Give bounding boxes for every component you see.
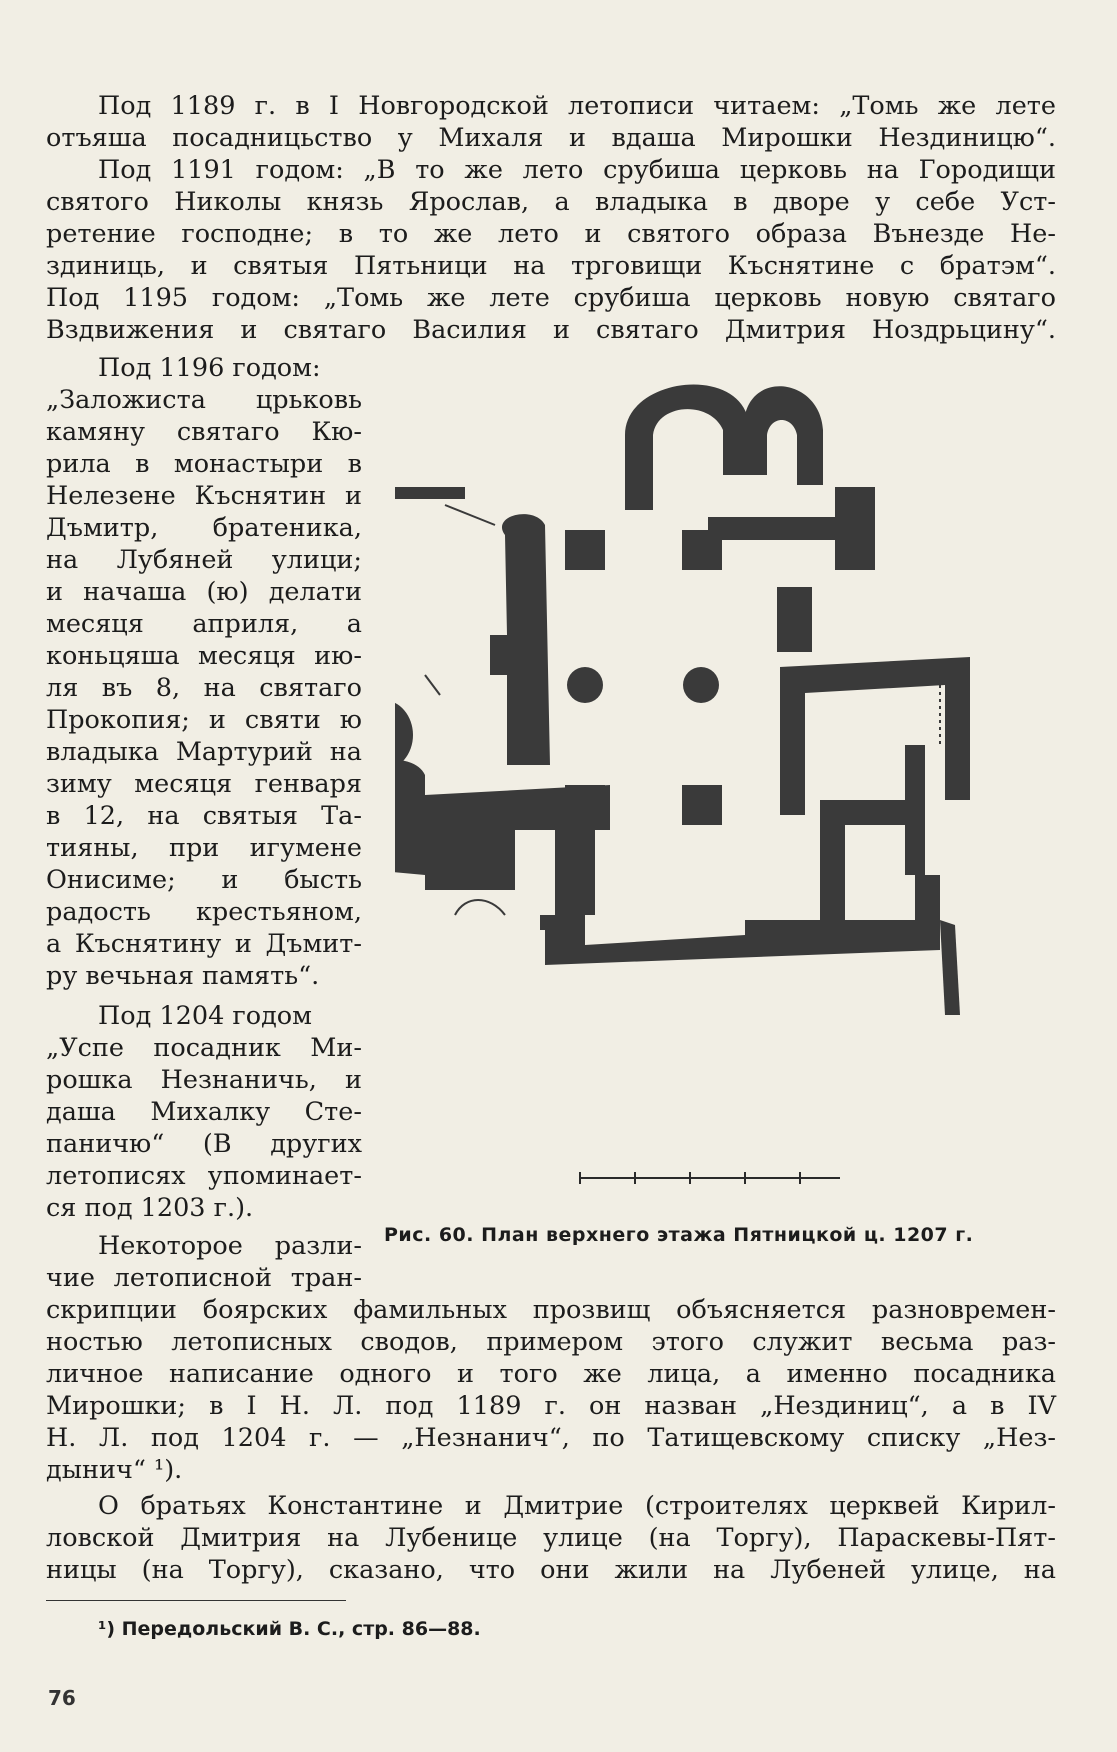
column-line: паничю“ (В других: [46, 1129, 362, 1159]
column-line: рошка Незнаничь, и: [46, 1065, 362, 1095]
column-line: и начаша (ю) делати: [46, 577, 362, 607]
text-line: ностью летописных сводов, примером этого служит весьма раз-: [46, 1327, 1056, 1357]
plan-pier: [682, 785, 722, 825]
plan-pier: [565, 530, 605, 570]
text-line: Под 1189 г. в I Новгородской летописи читаем: „Томь же лете: [98, 91, 1056, 121]
text-line: Под 1191 годом: „В то же лето срубиша церковь на Городищи: [98, 155, 1056, 185]
page-number: 76: [48, 1686, 76, 1710]
text-line: святого Николы князь Ярослав, а владыка в дворе у себе Уст-: [46, 187, 1056, 217]
text-line: ретение господне; в то же лето и святого образа Вънезде Не-: [46, 219, 1056, 249]
text-line: Под 1195 годом: „Томь же лете срубиша церковь новую святаго: [46, 283, 1056, 313]
plan-wall: [490, 514, 550, 765]
text-line: Вздвижения и святаго Василия и святаго Дмитрия Ноздрьцину“.: [46, 315, 1056, 345]
plan-wall: [545, 875, 940, 965]
plan-wall: [780, 657, 970, 815]
plan-line: [455, 900, 505, 915]
column-line: Дъмитр, братеника,: [46, 513, 362, 543]
column-line: ру вечьная память“.: [46, 961, 320, 991]
column-line: владыка Мартурий на: [46, 737, 362, 767]
column-line: Нелезене Къснятин и: [46, 481, 362, 511]
column-line: рила в монастыри в: [46, 449, 362, 479]
column-line: на Лубяней улици;: [46, 545, 362, 575]
figure-caption: Рис. 60. План верхнего этажа Пятницкой ц. 1207 г.: [384, 1224, 974, 1246]
column-line: даша Михалку Сте-: [46, 1097, 362, 1127]
plan-wall: [395, 700, 413, 770]
plan-wall: [820, 800, 915, 920]
text-line: здиниць, и святыя Пятьници на трговищи Къснятине с братэм“.: [46, 251, 1056, 281]
text-line: О братьях Константине и Дмитрие (строителях церквей Кирил-: [98, 1491, 1056, 1521]
column-line: ля въ 8, на святаго: [46, 673, 362, 703]
column-line: „Успе посадник Ми-: [46, 1033, 362, 1063]
church-floor-plan: [395, 375, 1075, 1155]
plan-wall: [777, 587, 812, 652]
column-line: чие летописной тран-: [46, 1263, 362, 1293]
column-line: „Заложиста црьковь: [46, 385, 362, 415]
plan-wall: [708, 487, 875, 570]
text-line: Мирошки; в I Н. Л. под 1189 г. он назван „Нездиниц“, а в IV: [46, 1391, 1056, 1421]
plan-apse-right: [745, 386, 823, 485]
plan-column: [683, 667, 719, 703]
column-line: месяця априля, а: [46, 609, 362, 639]
column-line: Под 1204 годом: [98, 1001, 312, 1031]
column-line: тияны, при игумене: [46, 833, 362, 863]
column-line: камяну святаго Кю-: [46, 417, 362, 447]
plan-wall: [940, 920, 960, 1015]
plan-line: [425, 675, 440, 695]
column-line: Онисиме; и бысть: [46, 865, 362, 895]
column-line: летописях упоминает-: [46, 1161, 362, 1191]
plan-walls: [395, 385, 970, 1015]
plan-line: [445, 505, 495, 525]
column-line: зиму месяця генваря: [46, 769, 362, 799]
text-line: ницы (на Торгу), сказано, что они жили на Лубеней улице, на: [46, 1555, 1056, 1585]
column-line: Некоторое разли-: [98, 1231, 362, 1261]
column-line: а Къснятину и Дъмит-: [46, 929, 362, 959]
text-line: отъяша посадницьство у Михаля и вдаша Мирошки Нездиницю“.: [46, 123, 1056, 153]
plan-apse: [625, 385, 747, 510]
text-line: ловской Дмитрия на Лубенице улице (на Торгу), Параскевы-Пят-: [46, 1523, 1056, 1553]
column-line: радость крестьяном,: [46, 897, 362, 927]
footnote: ¹) Передольский В. С., стр. 86—88.: [98, 1618, 481, 1640]
scale-bar: [575, 1168, 845, 1188]
column-line: Под 1196 годом:: [98, 353, 321, 383]
column-line: Прокопия; и святи ю: [46, 705, 362, 735]
plan-column: [567, 667, 603, 703]
column-line: в 12, на святыя Та-: [46, 801, 362, 831]
column-line: коньцяша месяця ию-: [46, 641, 362, 671]
text-line: дынич“ ¹).: [46, 1455, 183, 1485]
plan-wall: [395, 487, 465, 499]
footnote-rule: [46, 1600, 346, 1601]
column-line: ся под 1203 г.).: [46, 1193, 254, 1223]
text-line: личное написание одного и того же лица, а именно посадника: [46, 1359, 1056, 1389]
text-line: скрипции боярских фамильных прозвищ объясняется разновремен-: [46, 1295, 1056, 1325]
text-line: Н. Л. под 1204 г. — „Незнанич“, по Татищевскому списку „Нез-: [46, 1423, 1056, 1453]
